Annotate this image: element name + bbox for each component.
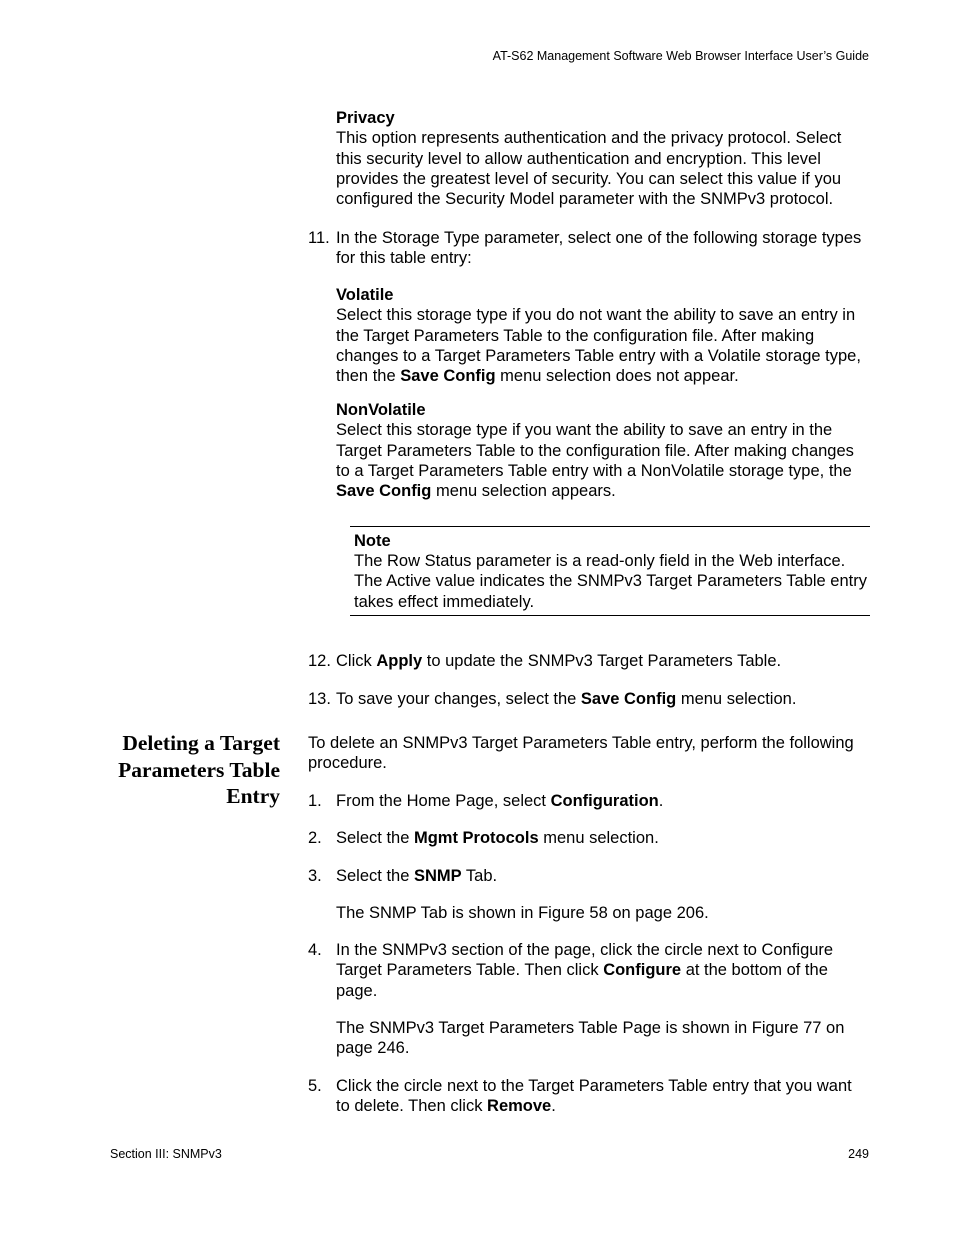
privacy-title: Privacy: [336, 109, 395, 127]
footer-section: Section III: SNMPv3: [110, 1147, 222, 1161]
running-header: AT-S62 Management Software Web Browser Interface User’s Guide: [492, 49, 869, 63]
step-11-text: In the Storage Type parameter, select one of the following storage types for this table entry:: [336, 229, 862, 268]
volatile-body: Select this storage type if you do not want the ability to save an entry in the Target Parameters Table to the configuration file. After making changes to a Target Parameters Table entry with a Volatile storage type, then the Save Config menu selection does not appear.: [336, 306, 861, 386]
volatile-save-config: Save Config: [400, 367, 496, 386]
step-12-number: 12.: [308, 652, 331, 670]
nonvolatile-save-config: Save Config: [336, 482, 432, 501]
step-12-text: Click Apply to update the SNMPv3 Target Parameters Table.: [336, 652, 782, 670]
step-3-note: The SNMP Tab is shown in Figure 58 on page 206.: [336, 904, 709, 922]
footer-page-number: 249: [848, 1147, 869, 1161]
section-heading: Deleting a Target Parameters Table Entry: [118, 731, 280, 808]
privacy-body: This option represents authentication and the privacy protocol. Select this security level to allow authentication and encryption. This level provides the greatest level of security. You can select this value if you configured the Security Model parameter with the SNMPv3 protocol.: [336, 129, 842, 209]
note-title: Note: [354, 532, 391, 550]
nonvolatile-body: Select this storage type if you want the ability to save an entry in the Target Parameters Table to the configuration file. After making changes to a Target Parameters Table entry with a NonVolatile storage type, the Save Config menu selection appears.: [336, 421, 854, 501]
volatile-title: Volatile: [336, 286, 394, 304]
step-4-note: The SNMPv3 Target Parameters Table Page is shown in Figure 77 on page 246.: [336, 1019, 845, 1058]
step-13-number: 13.: [308, 690, 331, 708]
note-box: [350, 526, 870, 616]
step-11-number: 11.: [308, 229, 330, 247]
volatile-definition: [336, 285, 870, 386]
step-13-text: To save your changes, select the Save Config menu selection.: [336, 690, 797, 708]
nonvolatile-definition: [336, 400, 870, 501]
nonvolatile-title: NonVolatile: [336, 401, 426, 419]
document-page: AT-S62 Management Software Web Browser Interface User’s Guide Privacy This option represents authentication and the privacy protocol. Select this security level to allow authentication and encryption. This level provides the greatest level of security. You can select this value if you configured the Security Model parameter with the SNMPv3 protocol. 11. In the Storage Type parameter, select one of the following storage types for this table entry: Volatile Select this storage type if you do not want the ability to save an entry in the Target Parameters Table to the configuration file. After making changes to a Target Parameters Table entry with a Volatile storage type, then the Save Config menu selection does not appear. NonVolatile Select this storage type if you want the ability to save an entry in the Target Parameters Table to the configuration file. After making changes to a Target Parameters Table entry with a NonVolatile storage type, the Save Config menu selection appears. Note The Row Status parameter is a read-only field in the Web interface. The Active value indicates the SNMPv3 Target Parameters Table entry takes effect immediately. 12. Click Apply to update the SNMPv3 Target Parameters Table. 13. To save your changes, select the Save Config menu selection. Deleting a Target Parameters Table Entry To delete an SNMPv3 Target Parameters Table entry, perform the following procedure. 1. From the Home Page, select Configuration. 2. Select the Mgmt Protocols menu selection. 3. Select the SNMP Tab. The SNMP Tab is shown in Figure 58 on page 206. 4. In the SNMPv3 section of the page, click the circle next to Configure Target Parameters Table. Then click Configure at the bottom of the page. The SNMPv3 Target Parameters Table Page is shown in Figure 77 on page 246. 5. Click the circle next to the Target Parameters Table entry that you want to delete. Then click Remove. Section III: SNMPv3 249: [0, 0, 954, 1235]
note-body: The Row Status parameter is a read-only field in the Web interface. The Active value indicates the SNMPv3 Target Parameters Table entry takes effect immediately.: [354, 552, 867, 611]
privacy-definition: [336, 108, 870, 209]
section-intro: To delete an SNMPv3 Target Parameters Table entry, perform the following procedure.: [308, 734, 854, 773]
